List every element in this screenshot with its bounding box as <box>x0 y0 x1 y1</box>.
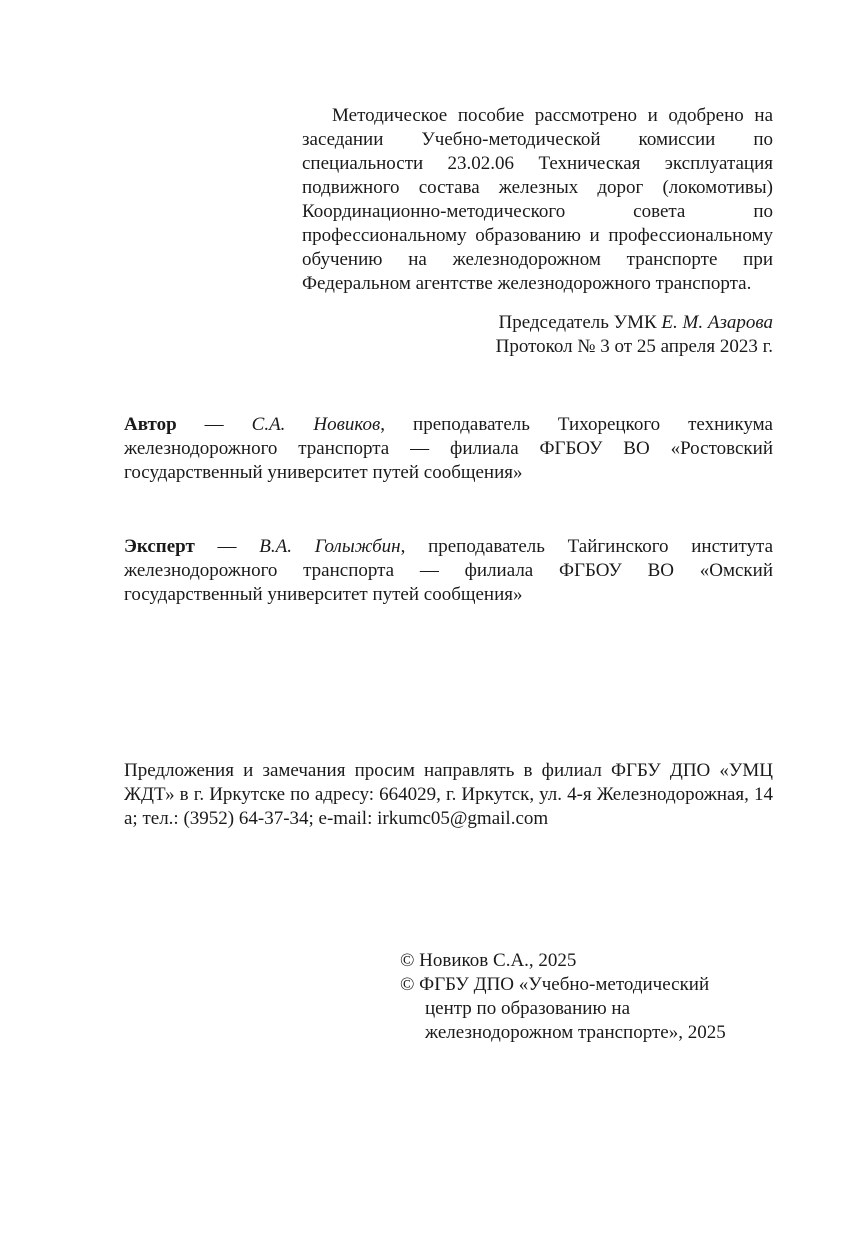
copyright-publisher: © ФГБУ ДПО «Учебно-методический центр по образованию на железнодорожном транспорте», 2025 <box>400 974 726 1043</box>
protocol-line: Протокол № 3 от 25 апреля 2023 г. <box>495 336 773 357</box>
approval-text: Методическое пособие рассмотрено и одобрено на заседании Учебно-методической комиссии по специальности 23.02.06 Техническая эксплуатация подвижного состава железных дорог (локомотивы) Координационно-методического совета по профессиональному образованию и профессиональному обучению на железнодорожном транспорте при Федеральном агентстве железнодорожного транспорта. <box>302 105 773 294</box>
chairman-name: Е. М. Азарова <box>661 312 773 333</box>
chairman-line <box>400 311 773 335</box>
author-name: С.А. Новиков <box>251 414 381 435</box>
approval-note <box>302 104 773 296</box>
author-info <box>124 413 773 485</box>
author-description: , преподаватель Тихорецкого техникума железнодорожного транспорта — филиала ФГБОУ ВО «Ростовский государственный университет путей сообщения» <box>124 414 773 483</box>
author-role: Автор <box>124 414 177 435</box>
chairman-label: Председатель УМК <box>498 312 662 333</box>
author-dash: — <box>176 414 252 435</box>
signoff <box>400 311 773 359</box>
expert-name: В.А. Голыжбин <box>259 536 401 557</box>
contacts-text: Предложения и замечания просим направлять в филиал ФГБУ ДПО «УМЦ ЖДТ» в г. Иркутске по адресу: 664029, г. Иркутск, ул. 4-я Железнодорожная, 14 а; тел.: (3952) 64-37-34; e-mail: irkumc05@gmail.com <box>124 760 773 829</box>
copyright-block <box>400 949 745 1045</box>
expert-dash: — <box>194 536 260 557</box>
copyright-author: © Новиков С.А., 2025 <box>400 950 577 971</box>
expert-description: , преподаватель Тайгинского института железнодорожного транспорта — филиала ФГБОУ ВО «Омский государственный университет путей сообщения» <box>124 536 774 605</box>
expert-info <box>124 535 773 607</box>
contacts-note <box>124 759 773 831</box>
expert-role: Эксперт <box>124 536 195 557</box>
